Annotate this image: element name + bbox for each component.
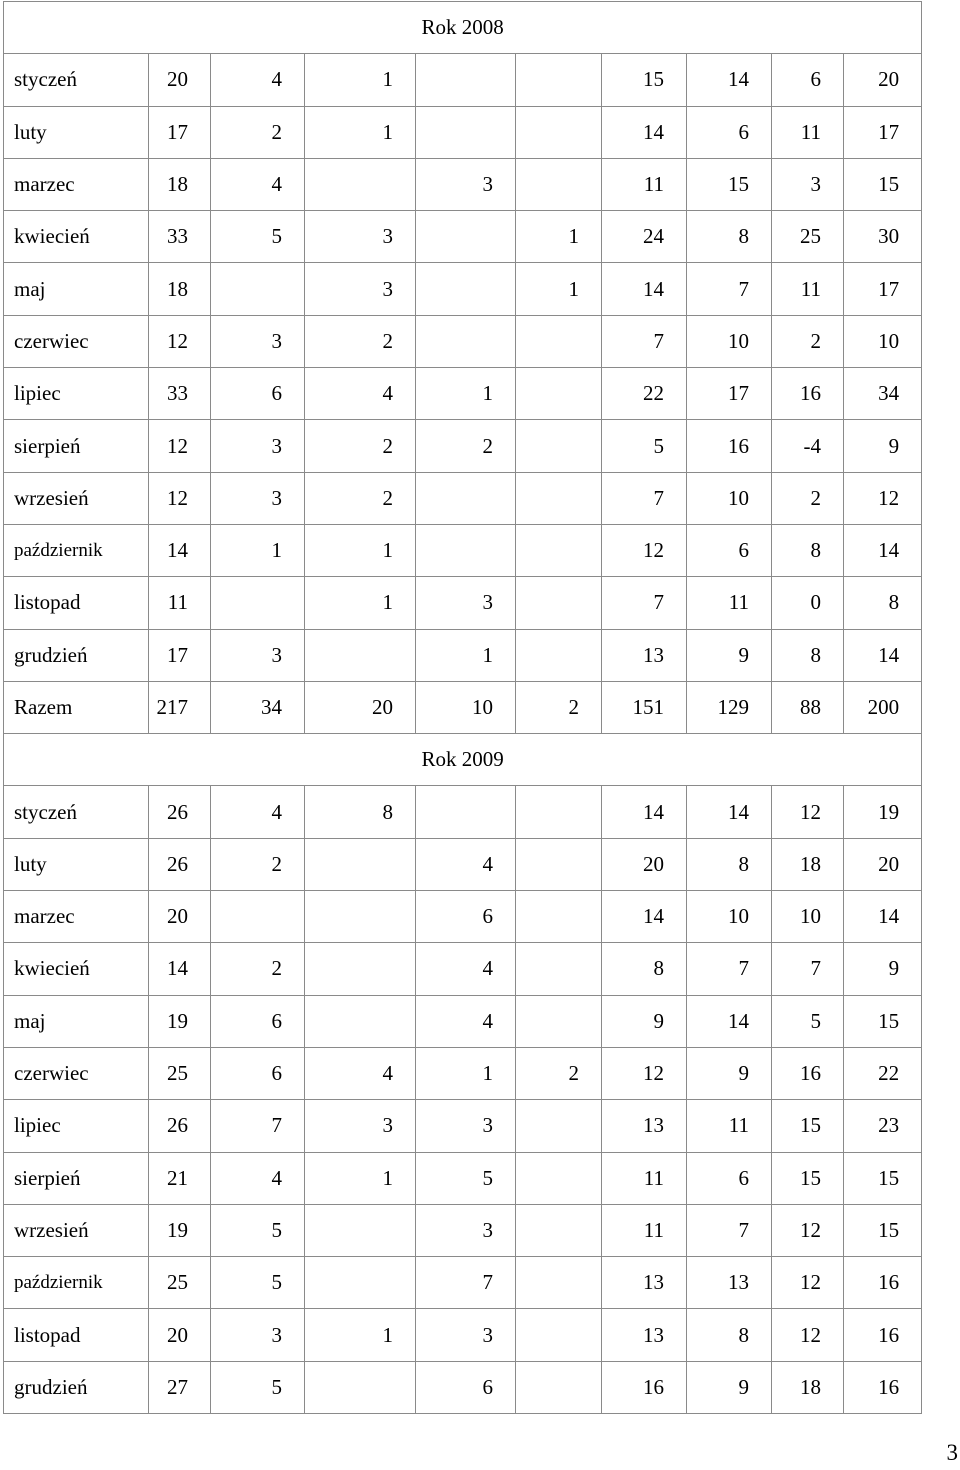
table-cell [211, 891, 305, 943]
table-cell: 2 [772, 315, 844, 367]
table-cell: 7 [772, 943, 844, 995]
table-cell: 13 [602, 1309, 687, 1361]
table-cell: 1 [211, 524, 305, 576]
table-cell: 16 [602, 1361, 687, 1413]
table-cell: 8 [687, 1309, 772, 1361]
table-cell [516, 838, 602, 890]
table-cell: 14 [687, 995, 772, 1047]
month-label: grudzień [4, 629, 149, 681]
table-cell [211, 263, 305, 315]
table-cell: 14 [844, 524, 922, 576]
table-cell: 25 [149, 1047, 211, 1099]
table-cell: 151 [602, 681, 687, 733]
table-cell: 19 [149, 1204, 211, 1256]
table-cell: 7 [687, 1204, 772, 1256]
table-cell: 12 [149, 315, 211, 367]
table-cell: 1 [416, 629, 516, 681]
table-row [4, 943, 922, 995]
table-cell: 10 [687, 472, 772, 524]
table-row [4, 106, 922, 158]
table-cell: 4 [211, 158, 305, 210]
table-cell: 19 [844, 786, 922, 838]
table-cell: 18 [149, 158, 211, 210]
table-cell [416, 786, 516, 838]
table-cell: 3 [416, 577, 516, 629]
table-cell [416, 211, 516, 263]
table-cell [305, 995, 416, 1047]
table-cell: 34 [211, 681, 305, 733]
table-cell: 12 [772, 786, 844, 838]
table-cell: 7 [211, 1100, 305, 1152]
table-cell: 18 [772, 838, 844, 890]
table-cell: 17 [687, 368, 772, 420]
table-cell: 4 [211, 786, 305, 838]
month-label: Razem [4, 681, 149, 733]
table-cell: 1 [305, 106, 416, 158]
table-cell: 3 [211, 472, 305, 524]
table-cell [416, 106, 516, 158]
table-cell: 11 [602, 158, 687, 210]
table-cell: 7 [602, 315, 687, 367]
table-cell [305, 838, 416, 890]
table-cell: 14 [602, 106, 687, 158]
table-cell: 20 [149, 891, 211, 943]
table-cell: 200 [844, 681, 922, 733]
table-cell: 7 [687, 943, 772, 995]
table-row [4, 995, 922, 1047]
table-cell: 14 [687, 786, 772, 838]
table-cell: 6 [416, 1361, 516, 1413]
table-cell [516, 315, 602, 367]
table-row [4, 681, 922, 733]
table-cell: 6 [687, 106, 772, 158]
table-cell: 15 [844, 158, 922, 210]
table-cell: 7 [416, 1257, 516, 1309]
table-cell: 16 [772, 368, 844, 420]
table-cell: 6 [772, 54, 844, 106]
table-cell: 20 [305, 681, 416, 733]
table-cell: 7 [687, 263, 772, 315]
table-cell: 2 [305, 472, 416, 524]
table-cell [416, 315, 516, 367]
table-cell: 129 [687, 681, 772, 733]
table-cell: 2 [516, 1047, 602, 1099]
table-cell: 5 [211, 1204, 305, 1256]
table-cell [516, 629, 602, 681]
table-cell: 5 [211, 211, 305, 263]
table-cell: 14 [149, 524, 211, 576]
table-row [4, 786, 922, 838]
table-cell: 8 [305, 786, 416, 838]
table-row [4, 263, 922, 315]
table-cell: 217 [149, 681, 211, 733]
table-cell [516, 106, 602, 158]
table-cell [416, 524, 516, 576]
table-cell [516, 524, 602, 576]
table-cell: 20 [844, 838, 922, 890]
month-label: lipiec [4, 1100, 149, 1152]
table-cell: 7 [602, 472, 687, 524]
month-label: luty [4, 838, 149, 890]
table-cell: 1 [416, 1047, 516, 1099]
table-cell [416, 263, 516, 315]
table-cell: 14 [149, 943, 211, 995]
table-cell: 6 [211, 1047, 305, 1099]
table-cell: 12 [772, 1309, 844, 1361]
table-cell: 3 [416, 1204, 516, 1256]
table-cell: 10 [687, 891, 772, 943]
table-cell: 33 [149, 211, 211, 263]
table-cell: 22 [602, 368, 687, 420]
table-row [4, 211, 922, 263]
table-cell: 0 [772, 577, 844, 629]
table-cell: 17 [149, 629, 211, 681]
table-cell [416, 54, 516, 106]
table-cell: 16 [844, 1361, 922, 1413]
table-row [4, 472, 922, 524]
table-cell: 16 [844, 1257, 922, 1309]
table-row [4, 54, 922, 106]
table-cell: 20 [149, 54, 211, 106]
table-cell: 25 [149, 1257, 211, 1309]
table-row [4, 1204, 922, 1256]
table-cell: 3 [772, 158, 844, 210]
table-cell: 15 [844, 995, 922, 1047]
table-cell: 12 [602, 1047, 687, 1099]
month-label: czerwiec [4, 1047, 149, 1099]
table-cell: 2 [211, 838, 305, 890]
month-label: luty [4, 106, 149, 158]
month-label: wrzesień [4, 472, 149, 524]
table-cell [305, 1361, 416, 1413]
table-cell: 10 [687, 315, 772, 367]
table-row [4, 368, 922, 420]
table-cell [516, 891, 602, 943]
table-cell: 12 [772, 1257, 844, 1309]
table-cell: 1 [416, 368, 516, 420]
table-cell: 3 [305, 211, 416, 263]
monthly-data-table [3, 1, 922, 1414]
month-label: maj [4, 995, 149, 1047]
table-cell: 3 [416, 158, 516, 210]
table-cell [305, 629, 416, 681]
table-cell: 15 [844, 1152, 922, 1204]
table-cell: 20 [602, 838, 687, 890]
table-cell: 8 [772, 629, 844, 681]
table-cell: 11 [602, 1204, 687, 1256]
table-cell: 25 [772, 211, 844, 263]
table-row [4, 1309, 922, 1361]
table-cell: 12 [772, 1204, 844, 1256]
table-cell: 1 [516, 263, 602, 315]
table-cell: 23 [844, 1100, 922, 1152]
table-cell [516, 1204, 602, 1256]
table-cell [305, 1204, 416, 1256]
table-cell: 33 [149, 368, 211, 420]
month-label: sierpień [4, 1152, 149, 1204]
table-cell: 14 [687, 54, 772, 106]
table-cell [516, 54, 602, 106]
page-number: 3 [946, 1440, 958, 1465]
section-title: Rok 2008 [4, 2, 922, 54]
table-cell: 26 [149, 1100, 211, 1152]
table-cell: 3 [211, 315, 305, 367]
table-cell: 2 [516, 681, 602, 733]
month-label: styczeń [4, 786, 149, 838]
table-cell [211, 577, 305, 629]
table-cell [305, 943, 416, 995]
table-cell: 9 [844, 420, 922, 472]
table-cell: 14 [602, 891, 687, 943]
table-cell: 5 [211, 1257, 305, 1309]
table-cell: 11 [687, 1100, 772, 1152]
table-cell [516, 472, 602, 524]
table-cell: 12 [149, 420, 211, 472]
table-cell: 18 [772, 1361, 844, 1413]
table-cell: 3 [416, 1100, 516, 1152]
table-cell [516, 1361, 602, 1413]
table-cell: 15 [772, 1100, 844, 1152]
table-cell: 14 [602, 786, 687, 838]
month-label: marzec [4, 158, 149, 210]
table-cell: 20 [844, 54, 922, 106]
table-cell: 11 [772, 263, 844, 315]
table-cell: 8 [602, 943, 687, 995]
table-cell: 3 [416, 1309, 516, 1361]
month-label: maj [4, 263, 149, 315]
table-cell: 6 [687, 524, 772, 576]
table-cell: 11 [687, 577, 772, 629]
table-cell: 13 [602, 629, 687, 681]
table-cell: 3 [211, 420, 305, 472]
table-cell: 18 [149, 263, 211, 315]
table-cell [416, 472, 516, 524]
table-cell: 11 [772, 106, 844, 158]
table-cell: 3 [211, 1309, 305, 1361]
month-label: październik [4, 1257, 149, 1309]
table-cell: 11 [602, 1152, 687, 1204]
table-cell: 6 [211, 995, 305, 1047]
table-row [4, 1100, 922, 1152]
section-title: Rok 2009 [4, 734, 922, 786]
table-cell: 1 [305, 577, 416, 629]
month-label: listopad [4, 577, 149, 629]
table-row [4, 420, 922, 472]
table-row [4, 1361, 922, 1413]
table-cell [305, 158, 416, 210]
table-cell: 26 [149, 838, 211, 890]
month-label: kwiecień [4, 943, 149, 995]
table-cell: 1 [516, 211, 602, 263]
table-cell: 4 [416, 943, 516, 995]
table-cell: 34 [844, 368, 922, 420]
table-cell: 12 [149, 472, 211, 524]
table-cell: 1 [305, 524, 416, 576]
table-cell: 30 [844, 211, 922, 263]
table-cell: 2 [305, 420, 416, 472]
table-cell: 88 [772, 681, 844, 733]
table-row [4, 1257, 922, 1309]
table-cell: 4 [305, 1047, 416, 1099]
table-cell: 10 [416, 681, 516, 733]
table-cell: 8 [687, 211, 772, 263]
table-cell: 15 [687, 158, 772, 210]
table-row [4, 891, 922, 943]
table-cell: 16 [844, 1309, 922, 1361]
month-label: kwiecień [4, 211, 149, 263]
month-label: październik [4, 524, 149, 576]
table-cell: 5 [602, 420, 687, 472]
table-cell: 19 [149, 995, 211, 1047]
table-cell: 14 [602, 263, 687, 315]
table-cell: 24 [602, 211, 687, 263]
table-cell: 9 [844, 943, 922, 995]
table-row [4, 629, 922, 681]
table-cell: 10 [844, 315, 922, 367]
table-cell: 11 [149, 577, 211, 629]
table-cell: 12 [844, 472, 922, 524]
table-row [4, 524, 922, 576]
section-header-row [4, 2, 922, 54]
table-cell [516, 1152, 602, 1204]
table-cell [516, 420, 602, 472]
table-cell: 13 [602, 1257, 687, 1309]
table-cell: 27 [149, 1361, 211, 1413]
table-cell: 6 [211, 368, 305, 420]
table-cell: 16 [687, 420, 772, 472]
table-cell [305, 1257, 416, 1309]
table-cell: 4 [211, 54, 305, 106]
month-label: styczeń [4, 54, 149, 106]
table-cell: 2 [305, 315, 416, 367]
table-cell [305, 891, 416, 943]
table-cell: 3 [305, 263, 416, 315]
table-cell: 4 [416, 995, 516, 1047]
table-cell: 10 [772, 891, 844, 943]
month-label: sierpień [4, 420, 149, 472]
table-cell [516, 786, 602, 838]
table-cell: 9 [687, 1047, 772, 1099]
table-cell [516, 1100, 602, 1152]
table-cell: 8 [772, 524, 844, 576]
table-cell: 8 [844, 577, 922, 629]
table-cell: 13 [602, 1100, 687, 1152]
table-cell [516, 1309, 602, 1361]
table-cell: 15 [844, 1204, 922, 1256]
table-cell: 20 [149, 1309, 211, 1361]
table-cell: 1 [305, 1152, 416, 1204]
table-cell: 9 [687, 1361, 772, 1413]
table-cell: 2 [211, 943, 305, 995]
table-cell: 4 [416, 838, 516, 890]
month-label: grudzień [4, 1361, 149, 1413]
table-cell [516, 995, 602, 1047]
table-cell: 6 [416, 891, 516, 943]
table-cell: 22 [844, 1047, 922, 1099]
table-cell: 2 [211, 106, 305, 158]
table-cell: 16 [772, 1047, 844, 1099]
table-row [4, 1152, 922, 1204]
table-cell: 5 [211, 1361, 305, 1413]
table-cell: 17 [844, 106, 922, 158]
table-cell: 9 [687, 629, 772, 681]
table-cell [516, 1257, 602, 1309]
table-cell [516, 158, 602, 210]
table-cell: 5 [772, 995, 844, 1047]
month-label: czerwiec [4, 315, 149, 367]
table-cell: 26 [149, 786, 211, 838]
section-header-row [4, 734, 922, 786]
month-label: marzec [4, 891, 149, 943]
table-cell [516, 577, 602, 629]
table-row [4, 1047, 922, 1099]
table-body [4, 2, 922, 1414]
table-cell: 2 [772, 472, 844, 524]
table-cell: 5 [416, 1152, 516, 1204]
table-cell: 3 [211, 629, 305, 681]
table-cell: 8 [687, 838, 772, 890]
table-row [4, 315, 922, 367]
table-cell: 7 [602, 577, 687, 629]
table-cell: 4 [211, 1152, 305, 1204]
table-cell: 4 [305, 368, 416, 420]
table-cell [516, 943, 602, 995]
table-cell: 17 [149, 106, 211, 158]
table-row [4, 577, 922, 629]
table-cell: 15 [602, 54, 687, 106]
table-cell: 2 [416, 420, 516, 472]
table-cell: 6 [687, 1152, 772, 1204]
table-cell: 1 [305, 54, 416, 106]
table-cell [516, 368, 602, 420]
month-label: listopad [4, 1309, 149, 1361]
table-cell: 1 [305, 1309, 416, 1361]
table-cell: 17 [844, 263, 922, 315]
table-cell: 12 [602, 524, 687, 576]
table-cell: 9 [602, 995, 687, 1047]
table-cell: 15 [772, 1152, 844, 1204]
table-row [4, 158, 922, 210]
table-cell: 14 [844, 891, 922, 943]
table-cell: 14 [844, 629, 922, 681]
table-cell: 3 [305, 1100, 416, 1152]
table-cell: -4 [772, 420, 844, 472]
table-cell: 21 [149, 1152, 211, 1204]
table-row [4, 838, 922, 890]
month-label: lipiec [4, 368, 149, 420]
month-label: wrzesień [4, 1204, 149, 1256]
table-cell: 13 [687, 1257, 772, 1309]
